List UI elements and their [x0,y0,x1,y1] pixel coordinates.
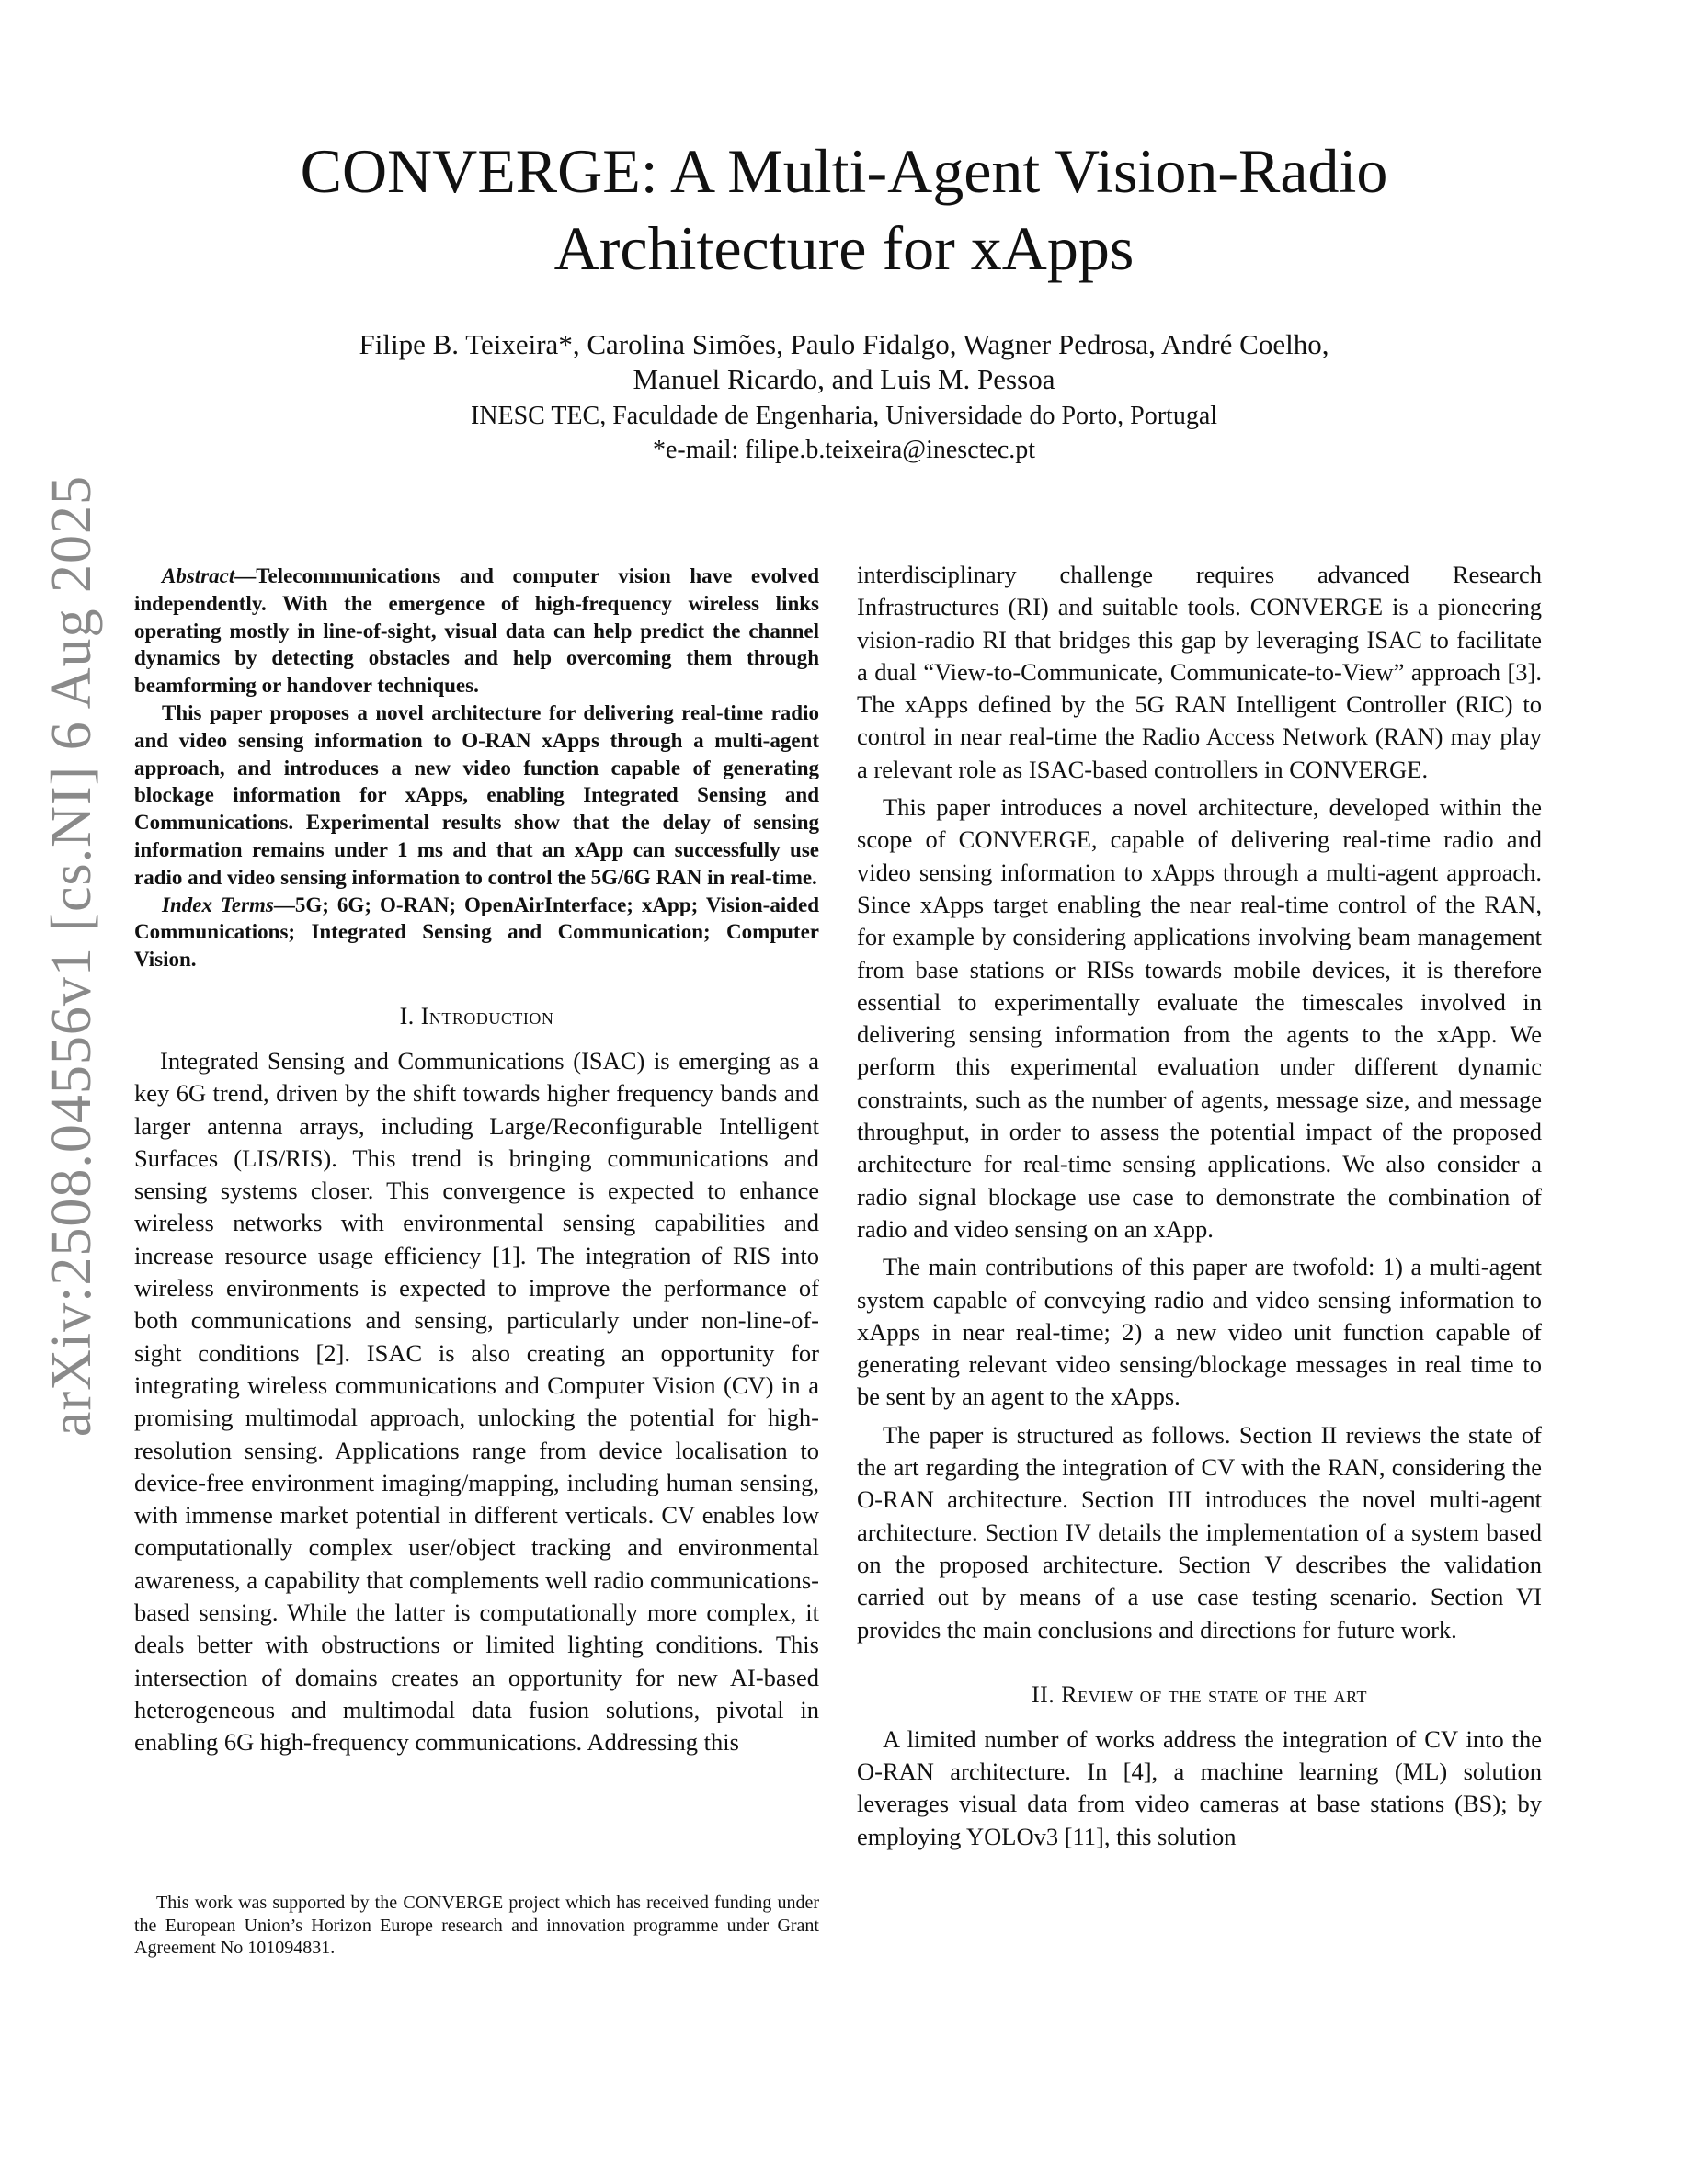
authors-line-1: Filipe B. Teixeira*, Carolina Simões, Paulo Fidalgo, Wagner Pedrosa, André Coelho, [359,328,1329,360]
introduction-body [134,1045,819,1759]
abstract-paragraph-1 [134,563,819,700]
abstract-text-1: —Telecommunications and computer vision have evolved independently. With the emergence of high-frequency wireless links operating mostly in line-of-sight, visual data can help predict the channel dynamics by detecting obstacles and help overcoming them through beamforming or handover techniques. [134,564,819,698]
title-line-2: Architecture for xApps [553,213,1135,283]
introduction-body-continued [857,559,1542,1646]
left-column [134,563,819,1758]
intro-paragraph-2: This paper introduces a novel architecture, developed within the scope of CONVERGE, capable of delivering real-time radio and video sensing information to xApps through a multi-agent approach. Since xApps target enabling the near real-time control of the RAN, for example by considering applications involving beam management from base stations or RISs towards mobile devices, it is therefore essential to experimentally evaluate the timescales involved in delivering sensing information from the agents to the xApp. We perform this experimental evaluation under different dynamic constraints, such as the number of agents, message size, and message throughput, in order to assess the potential impact of the proposed architecture for real-time sensing applications. We also consider a radio signal blockage use case to demonstrate the combination of radio and video sensing on an xApp. [857,793,1542,1243]
authors-line-2: Manuel Ricardo, and Luis M. Pessoa [633,363,1055,395]
abstract-paragraph-2: This paper proposes a novel architecture for delivering real-time radio and video sensing information to O-RAN xApps through a multi-agent approach, and introduces a new video function capable of generating blockage information for xApps, enabling Integrated Sensing and Communications. Experimental results show that the delay of sensing information remains under 1 ms and that an xApp can successfully use radio and video sensing information to control the 5G/6G RAN in real-time. [134,700,819,889]
intro-paragraph-3: The main contributions of this paper are twofold: 1) a multi-agent system capable of conveying radio and video sensing information to xApps in near real-time; 2) a new video unit function capable of generating relevant video sensing/blockage messages in real time to be sent by an agent to the xApps. [857,1253,1542,1411]
intro-paragraph-4: The paper is structured as follows. Section II reviews the state of the art regarding the integration of CV with the RAN, considering the O-RAN architecture. Section III introduces the novel multi-agent architecture. Section IV details the implementation of a system based on the proposed architecture. Section V describes the validation carried out by means of a use case testing scenario. Section VI provides the main conclusions and directions for future work. [857,1420,1542,1644]
section-heading-review [857,1679,1542,1711]
section-title: Review of the state of the art [1061,1680,1368,1708]
intro-paragraph-1: Integrated Sensing and Communications (ISAC) is emerging as a key 6G trend, driven by the shift towards higher frequency bands and larger antenna arrays, including Large/Reconfigurable Intelligent Surfaces (LIS/RIS). This trend is bringing communications and sensing systems closer. This convergence is expected to enhance wireless networks with environmental sensing capabilities and increase resource usage efficiency [1]. The integration of RIS into wireless environments is expected to improve the performance of both communications and sensing, particularly under non-line-of-sight conditions [2]. ISAC is also creating an opportunity for integrating wireless communications and Computer Vision (CV) in a promising multimodal approach, unlocking the potential for high-resolution sensing. Applications range from device localisation to device-free environment imaging/mapping, including human sensing, with immense market potential in different verticals. CV enables low computationally complex user/object tracking and environmental awareness, a capability that complements well radio communications-based sensing. While the latter is computationally more complex, it deals better with obstructions or limited lighting conditions. This intersection of domains creates an opportunity for new AI-based heterogeneous and multimodal data fusion solutions, pivotal in enabling 6G high-frequency communications. Addressing this [134,1046,819,1757]
review-paragraph-1: A limited number of works address the integration of CV into the O-RAN architecture. In [4], a machine learning (ML) solution leverages visual data from video cameras at base stations (BS); by employing YOLOv3 [11], this solution [857,1724,1542,1850]
review-body [857,1723,1542,1853]
funding-footnote [134,1892,819,1960]
paper-title [0,132,1688,287]
section-title: Introduction [420,1002,554,1029]
intro-paragraph-1-continued: interdisciplinary challenge requires advanced Research Infrastructures (RI) and suitable tools. CONVERGE is a pioneering vision-radio RI that bridges this gap by leveraging ISAC to facilitate a dual “View-to-Communicate, Communicate-to-View” approach [3]. The xApps defined by the 5G RAN Intelligent Controller (RIC) to control in near real-time the Radio Access Network (RAN) may play a relevant role as ISAC-based controllers in CONVERGE. [857,561,1542,783]
arxiv-identifier[interactable]: arXiv:2508.04556v1 [cs.NI] 6 Aug 2025 [40,474,103,1438]
right-column [857,559,1542,1853]
footnote-text: This work was supported by the CONVERGE project which has received funding under the European Union’s Horizon Europe research and innovation programme under Grant Agreement No 101094831. [134,1893,819,1958]
contact-email[interactable]: *e-mail: filipe.b.teixeira@inesctec.pt [652,436,1036,464]
title-line-1: CONVERGE: A Multi-Agent Vision-Radio [300,136,1388,206]
index-terms-text: —5G; 6G; O-RAN; OpenAirInterface; xApp; Vision-aided Communications; Integrated Sensing and Communication; Computer Vision. [134,893,820,972]
section-number: II. [1031,1680,1062,1708]
author-list [0,327,1688,397]
affiliation-block [0,399,1688,467]
index-terms [134,892,819,973]
affiliation: INESC TEC, Faculdade de Engenharia, Universidade do Porto, Portugal [470,402,1218,430]
section-heading-introduction [134,1001,819,1032]
index-terms-label: Index Terms [162,893,274,916]
section-number: I. [399,1002,421,1029]
abstract-label: Abstract [162,564,235,587]
abstract [134,563,819,973]
